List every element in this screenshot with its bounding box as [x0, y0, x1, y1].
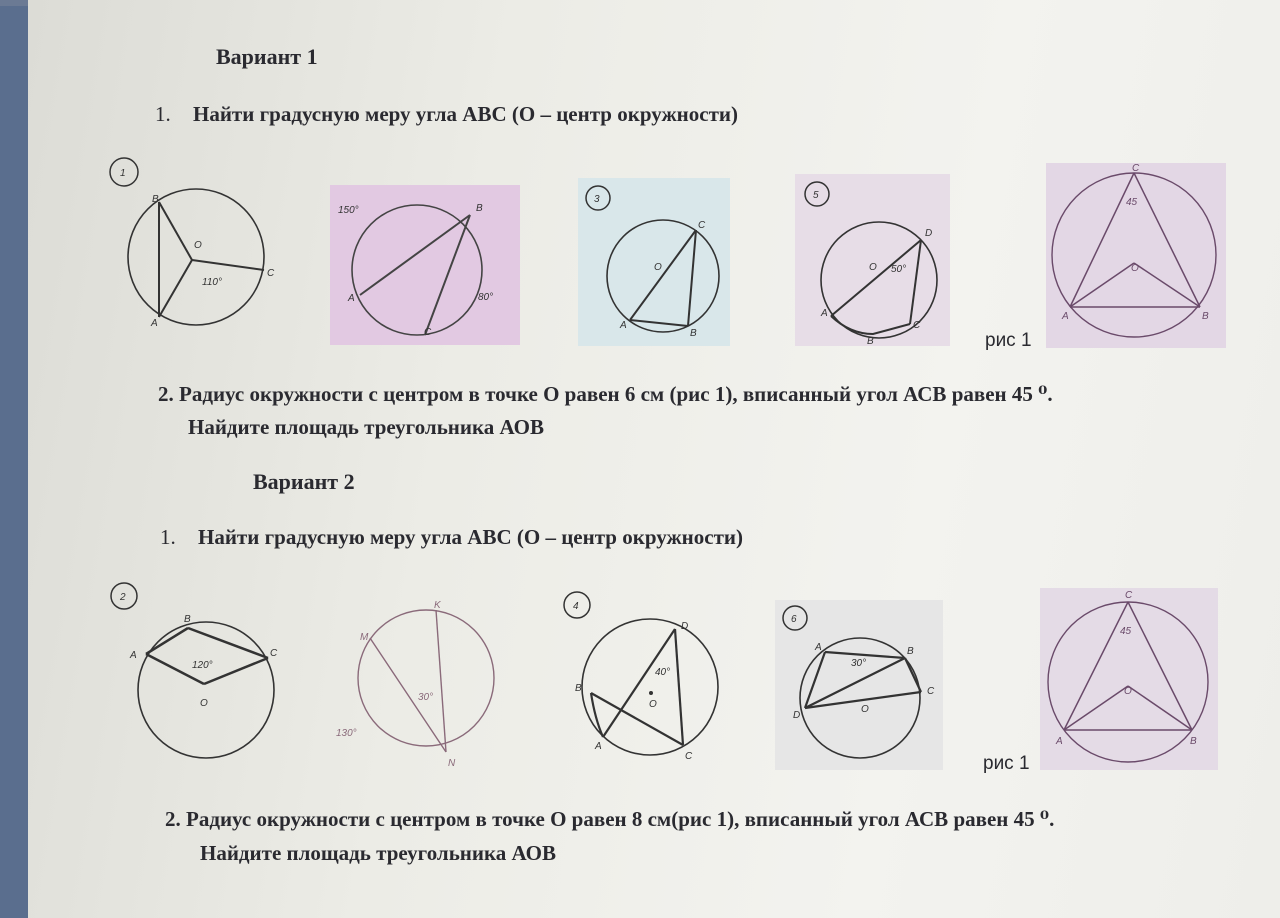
variant2-figure-4	[555, 587, 730, 772]
figure-number: 1	[120, 168, 126, 179]
svg-text:A: A	[348, 293, 355, 304]
svg-text:B: B	[1202, 311, 1209, 322]
variant2-figure-mn	[330, 596, 510, 776]
variant1-title: Вариант 1	[216, 44, 318, 69]
variant1-figure-2	[330, 185, 520, 345]
variant1-figure-ric1	[1046, 163, 1226, 348]
svg-text:B: B	[476, 203, 483, 214]
worksheet-page	[28, 0, 1280, 918]
variant1-task2-line1: 2. Радиус окружности с центром в точке О равен 6 см (рис 1), вписанный угол АСВ равен 45 ⁰.	[158, 382, 1053, 406]
variant2-figure-6	[775, 600, 943, 770]
svg-text:O: O	[1131, 263, 1139, 274]
svg-text:40°: 40°	[655, 667, 671, 678]
variant1-figure-1	[104, 152, 286, 342]
variant1-task1-text: Найти градусную меру угла АВС (О – центр окружности)	[193, 102, 739, 126]
svg-text:C: C	[698, 220, 706, 231]
svg-text:C: C	[424, 327, 432, 338]
svg-text:6: 6	[791, 614, 797, 625]
svg-text:130°: 130°	[336, 728, 357, 739]
variant2-title: Вариант 2	[253, 469, 355, 494]
svg-text:A: A	[130, 650, 137, 661]
svg-text:3: 3	[594, 194, 600, 205]
variant1-figure-5	[795, 174, 950, 346]
svg-text:30°: 30°	[418, 692, 434, 703]
svg-text:C: C	[1132, 163, 1140, 174]
svg-text:A: A	[821, 308, 828, 319]
svg-text:B: B	[690, 328, 697, 339]
svg-text:O: O	[654, 262, 662, 273]
svg-text:80°: 80°	[478, 292, 494, 303]
variant1-figure-caption: рис 1	[985, 330, 1032, 351]
svg-text:O: O	[649, 699, 657, 710]
svg-text:45: 45	[1126, 197, 1138, 208]
variant1-task2-line2: Найдите площадь треугольника АОВ	[188, 415, 544, 439]
svg-text:45: 45	[1120, 626, 1132, 637]
svg-text:N: N	[448, 758, 456, 769]
svg-text:D: D	[925, 228, 933, 239]
svg-text:D: D	[793, 710, 801, 721]
svg-text:C: C	[270, 648, 278, 659]
svg-text:O: O	[1124, 686, 1132, 697]
variant2-task1-number: 1.	[160, 525, 176, 549]
variant2-task2-line1: 2. Радиус окружности с центром в точке О равен 8 см(рис 1), вписанный угол АСВ равен 45 ⁰.	[165, 807, 1055, 831]
svg-text:30°: 30°	[851, 658, 867, 669]
svg-text:A: A	[1056, 736, 1063, 747]
svg-text:5: 5	[813, 190, 819, 201]
svg-text:C: C	[685, 751, 693, 762]
svg-text:D: D	[681, 621, 689, 632]
svg-text:K: K	[434, 600, 441, 611]
svg-text:A: A	[595, 741, 602, 752]
variant1-figure-3	[578, 178, 730, 346]
variant2-task1-text: Найти градусную меру угла АВС (О – центр окружности)	[198, 525, 744, 549]
svg-text:150°: 150°	[338, 205, 359, 216]
svg-text:4: 4	[573, 601, 579, 612]
svg-text:A: A	[620, 320, 627, 331]
variant2-figure-ric1	[1040, 588, 1218, 770]
svg-text:B: B	[152, 194, 159, 205]
svg-text:C: C	[267, 268, 275, 279]
svg-text:A: A	[151, 318, 158, 329]
svg-text:A: A	[1062, 311, 1069, 322]
svg-text:O: O	[861, 704, 869, 715]
svg-text:O: O	[869, 262, 877, 273]
angle-label: 110°	[202, 277, 222, 288]
svg-text:A: A	[815, 642, 822, 653]
svg-text:O: O	[200, 698, 208, 709]
variant2-figure-2	[104, 580, 294, 770]
variant1-task1-number: 1.	[155, 102, 171, 126]
variant2-task2-line2: Найдите площадь треугольника АОВ	[200, 841, 556, 865]
variant2-figure-caption: рис 1	[983, 753, 1030, 774]
svg-text:B: B	[867, 336, 874, 346]
svg-text:B: B	[907, 646, 914, 657]
svg-text:C: C	[1125, 590, 1133, 601]
svg-text:C: C	[927, 686, 935, 697]
svg-text:C: C	[913, 320, 921, 331]
svg-text:B: B	[1190, 736, 1197, 747]
svg-text:O: O	[194, 240, 202, 251]
svg-text:M: M	[360, 632, 369, 643]
svg-text:B: B	[184, 614, 191, 625]
svg-text:120°: 120°	[192, 660, 213, 671]
svg-text:2: 2	[120, 592, 126, 603]
svg-text:B: B	[575, 683, 582, 694]
svg-text:50°: 50°	[891, 264, 907, 275]
